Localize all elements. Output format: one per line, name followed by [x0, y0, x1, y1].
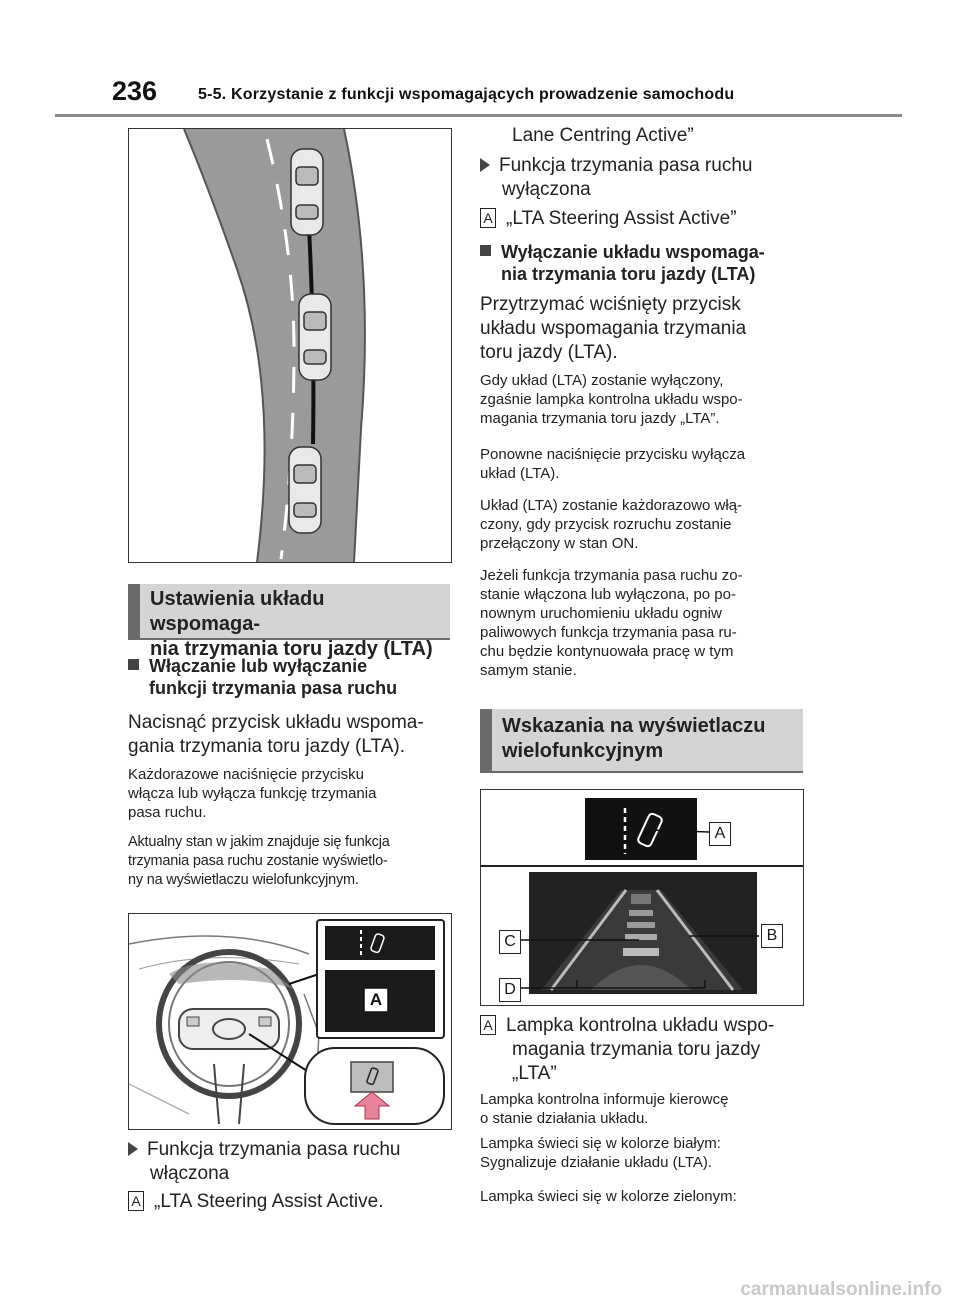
- message-on-cont: Lane Centring Active”: [512, 125, 694, 146]
- left-note-2: Aktualny stan w jakim znajduje się funkcja trzymania pasa ruchu zostanie wyświetlo- ny na wyświetlaczu wielofunkcyjnym.: [128, 834, 390, 888]
- display-illustration: [481, 790, 803, 1005]
- figure-callout-a: A: [369, 990, 383, 1009]
- square-bullet-icon: [480, 245, 491, 256]
- road-illustration: [129, 129, 451, 562]
- car-middle: [299, 294, 331, 380]
- left-instruction: Nacisnąć przycisk układu wspoma- gania trzymania toru jazdy (LTA).: [128, 712, 424, 757]
- square-bullet-icon: [128, 659, 139, 670]
- section-title: 5-5. Korzystanie z funkcji wspomagających prowadzenie samochodu: [198, 86, 735, 103]
- right-note-6: Lampka świeci się w kolorze białym: Sygnalizuje działanie układu (LTA).: [480, 1135, 721, 1171]
- callout-a-marker: A: [480, 1015, 496, 1035]
- message-off: A „LTA Steering Assist Active”: [480, 207, 810, 231]
- bullet-off: Funkcja trzymania pasa ruchu wyłączona: [480, 154, 810, 202]
- bullet-on: Funkcja trzymania pasa ruchu włączona: [128, 1138, 458, 1186]
- right-note-2: Ponowne naciśnięcie przycisku wyłącza układ (LTA).: [480, 446, 746, 482]
- left-note-1: Każdorazowe naciśnięcie przycisku włącza lub wyłącza funkcję trzymania pasa ruchu.: [128, 766, 377, 821]
- right-note-4: Jeżeli funkcja trzymania pasa ruchu zo- stanie włączona lub wyłączona, po po- nownym uruchomieniu układu ogniw paliwowych funkcja trzymania pasa ru- chu będzie kontynuowała pracę w tym samym stanie.: [480, 567, 743, 679]
- right-instruction: Przytrzymać wciśnięty przycisk układu wspomagania trzymania toru jazdy (LTA).: [480, 294, 747, 363]
- steering-wheel-figure: [128, 913, 452, 1130]
- section-heading-settings: Ustawienia układu wspomaga- nia trzymania toru jazdy (LTA): [128, 584, 450, 640]
- message-on: A „LTA Steering Assist Active.: [128, 1190, 458, 1214]
- watermark: carmanualsonline.info: [740, 1279, 942, 1300]
- lane-centering-figure: [128, 128, 452, 563]
- callout-b: B: [761, 924, 783, 948]
- multi-info-display-figure: [480, 789, 804, 1006]
- item-a: A Lampka kontrolna układu wspo- magania trzymania toru jazdy „LTA”: [480, 1014, 810, 1086]
- section-heading-display: Wskazania na wyświetlaczu wielofunkcyjnym: [480, 709, 803, 773]
- triangle-bullet-icon: [480, 158, 490, 172]
- header-rule: [55, 114, 902, 117]
- callout-a-marker: A: [128, 1191, 144, 1211]
- car-top: [291, 149, 323, 235]
- right-note-7: Lampka świeci się w kolorze zielonym:: [480, 1188, 737, 1205]
- subhead-toggle: Włączanie lub wyłączanie funkcji trzymania pasa ruchu: [128, 655, 458, 699]
- right-note-1: Gdy układ (LTA) zostanie wyłączony, zgaśnie lampka kontrolna układu wspo- magania trzymania toru jazdy „LTA”.: [480, 372, 743, 427]
- right-note-5: Lampka kontrolna informuje kierowcę o stanie działania układu.: [480, 1091, 729, 1127]
- right-note-3: Układ (LTA) zostanie każdorazowo włą- czony, gdy przycisk rozruchu zostanie przełączony w stan ON.: [480, 497, 743, 552]
- callout-d: D: [499, 978, 521, 1002]
- callout-a-marker: A: [480, 208, 496, 228]
- page-number: 236: [112, 76, 158, 106]
- subhead-disable: Wyłączanie układu wspomaga- nia trzymania toru jazdy (LTA): [480, 241, 820, 285]
- callout-a: A: [709, 822, 731, 846]
- car-bottom: [289, 447, 321, 533]
- callout-c: C: [499, 930, 521, 954]
- triangle-bullet-icon: [128, 1142, 138, 1156]
- dashboard-illustration: [129, 914, 451, 1129]
